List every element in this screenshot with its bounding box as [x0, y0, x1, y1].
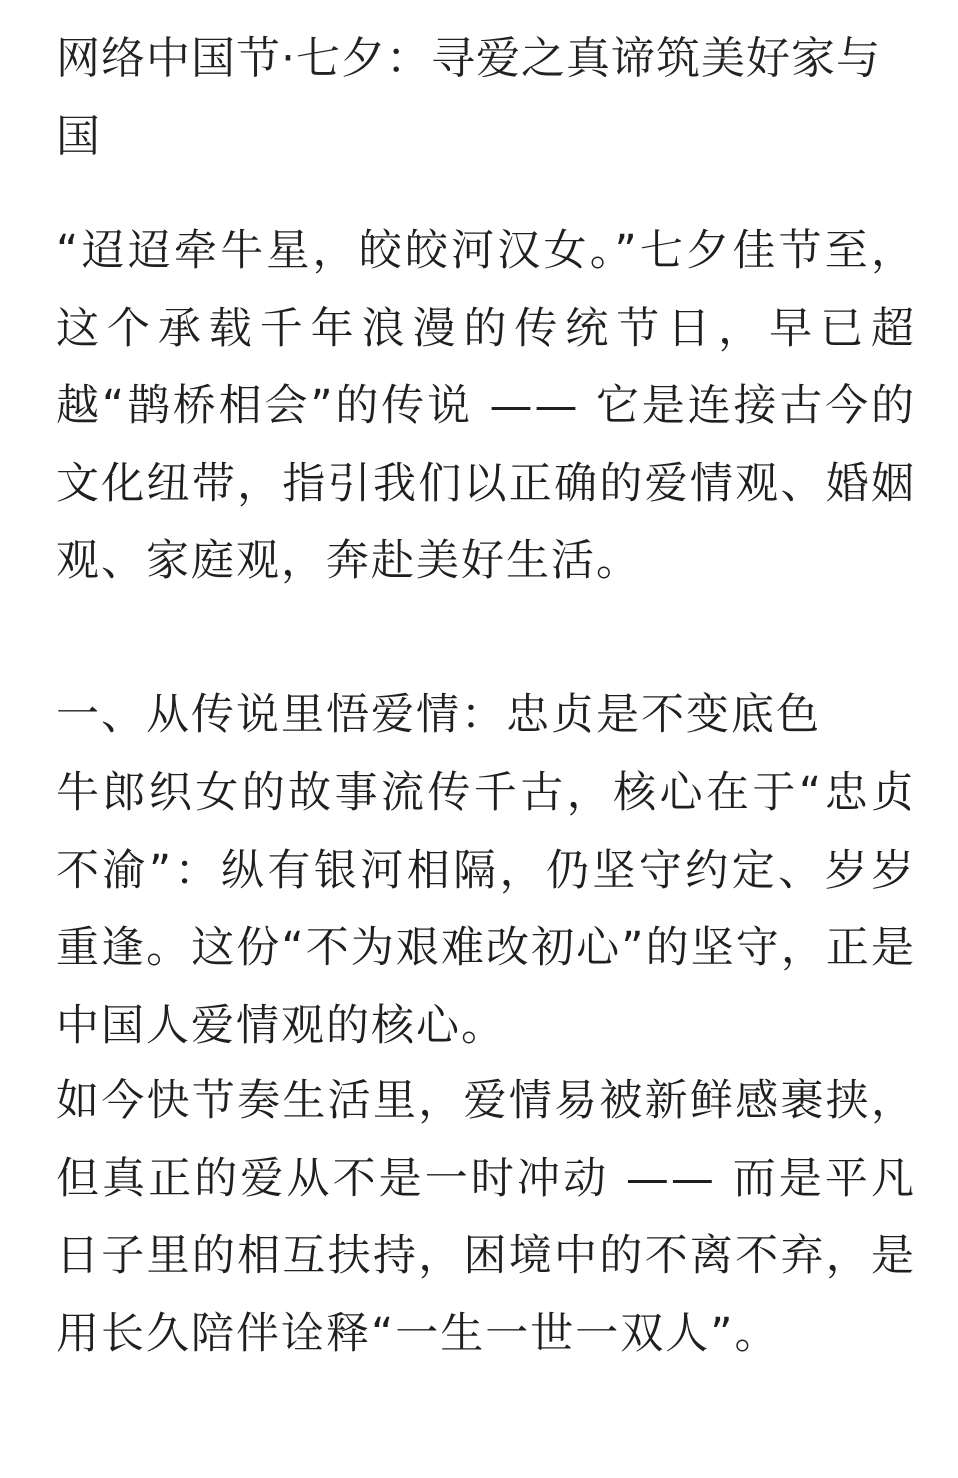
intro-paragraph: “迢迢牵牛星，皎皎河汉女。”七夕佳节至，这个承载千年浪漫的传统节日，早已超越“鹊桥相会”的传说 —— 它是连接古今的文化纽带，指引我们以正确的爱情观、婚姻观、家庭观，奔赴美好生活。 [56, 226, 916, 586]
article-title: 网络中国节·七夕：寻爱之真谛筑美好家与国 [56, 33, 881, 162]
section-paragraph: 牛郎织女的故事流传千古，核心在于“忠贞不渝”：纵有银河相隔，仍坚守约定、岁岁重逢。这份“不为艰难改初心”的坚守，正是中国人爱情观的核心。 [56, 768, 916, 1051]
section-paragraph: 如今快节奏生活里，爱情易被新鲜感裹挟，但真正的爱从不是一时冲动 —— 而是平凡日子里的相互扶持，困境中的不离不弃，是用长久陪伴诠释“一生一世一双人”。 [56, 1076, 916, 1359]
section-heading: 一、从传说里悟爱情：忠贞是不变底色 [56, 690, 821, 740]
